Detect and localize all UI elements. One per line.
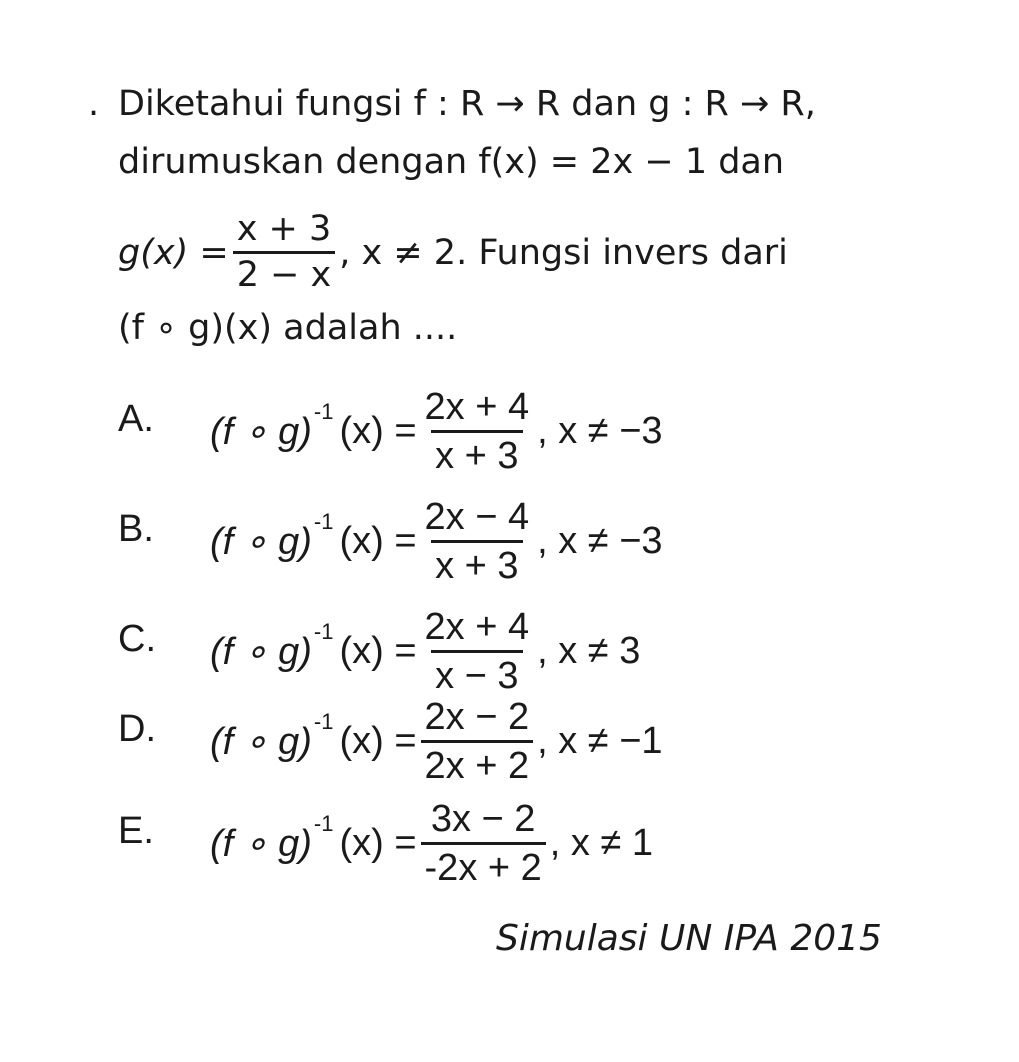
problem-line-2: dirumuskan dengan f(x) = 2x − 1 dan [118,142,785,182]
g-definition [118,209,788,295]
argument: (x) = [339,410,417,452]
option-letter: D. [118,708,156,750]
option-letter: A. [118,398,154,440]
g-numerator: x + 3 [236,209,332,249]
numerator: 2x + 4 [424,606,530,648]
option-expression [210,800,653,887]
argument: (x) = [339,520,417,562]
option-e[interactable] [118,800,918,890]
denominator: x − 3 [431,650,522,695]
source-citation: Simulasi UN IPA 2015 [496,918,882,959]
option-d[interactable] [118,698,918,788]
inverse-exponent: -1 [313,508,334,534]
option-fraction [421,498,534,585]
denominator: x + 3 [431,540,522,585]
option-letter: E. [118,810,154,852]
numerator: 2x + 4 [424,386,530,428]
option-fraction [421,388,534,475]
option-b[interactable] [118,498,918,588]
option-expression [210,388,663,475]
argument: (x) = [339,822,417,864]
option-a[interactable] [118,388,918,478]
g-condition: , x ≠ 2. Fungsi invers dari [339,232,788,273]
g-lhs: g(x) = [118,232,229,273]
option-fraction [421,608,534,695]
numerator: 2x − 4 [424,496,530,538]
denominator: -2x + 2 [421,842,546,887]
option-letter: B. [118,508,154,550]
g-fraction [233,209,336,295]
question-marker: . [88,84,100,124]
g-denominator: 2 − x [233,251,336,293]
option-fraction [421,800,546,887]
composition-label: (f ∘ g) [210,411,312,453]
domain-condition: , x ≠ −1 [537,720,663,762]
argument: (x) = [339,630,417,672]
denominator: x + 3 [431,430,522,475]
option-letter: C. [118,618,156,660]
inverse-exponent: -1 [313,618,334,644]
argument: (x) = [339,720,417,762]
option-expression [210,498,663,585]
numerator: 3x − 2 [430,798,536,840]
domain-condition: , x ≠ 1 [549,822,653,864]
composition-label: (f ∘ g) [210,823,312,865]
numerator: 2x − 2 [424,696,530,738]
domain-condition: , x ≠ 3 [537,630,641,672]
option-fraction [421,698,534,785]
option-c[interactable] [118,608,918,698]
composition-label: (f ∘ g) [210,631,312,673]
inverse-exponent: -1 [313,708,334,734]
domain-condition: , x ≠ −3 [537,410,663,452]
composition-label: (f ∘ g) [210,721,312,763]
option-expression [210,608,640,695]
problem-line-4: (f ∘ g)(x) adalah .... [118,308,458,348]
denominator: 2x + 2 [421,740,534,785]
composition-label: (f ∘ g) [210,521,312,563]
problem-line-1: Diketahui fungsi f : R → R dan g : R → R, [118,84,816,124]
domain-condition: , x ≠ −3 [537,520,663,562]
option-expression [210,698,663,785]
inverse-exponent: -1 [313,810,334,836]
inverse-exponent: -1 [313,398,334,424]
